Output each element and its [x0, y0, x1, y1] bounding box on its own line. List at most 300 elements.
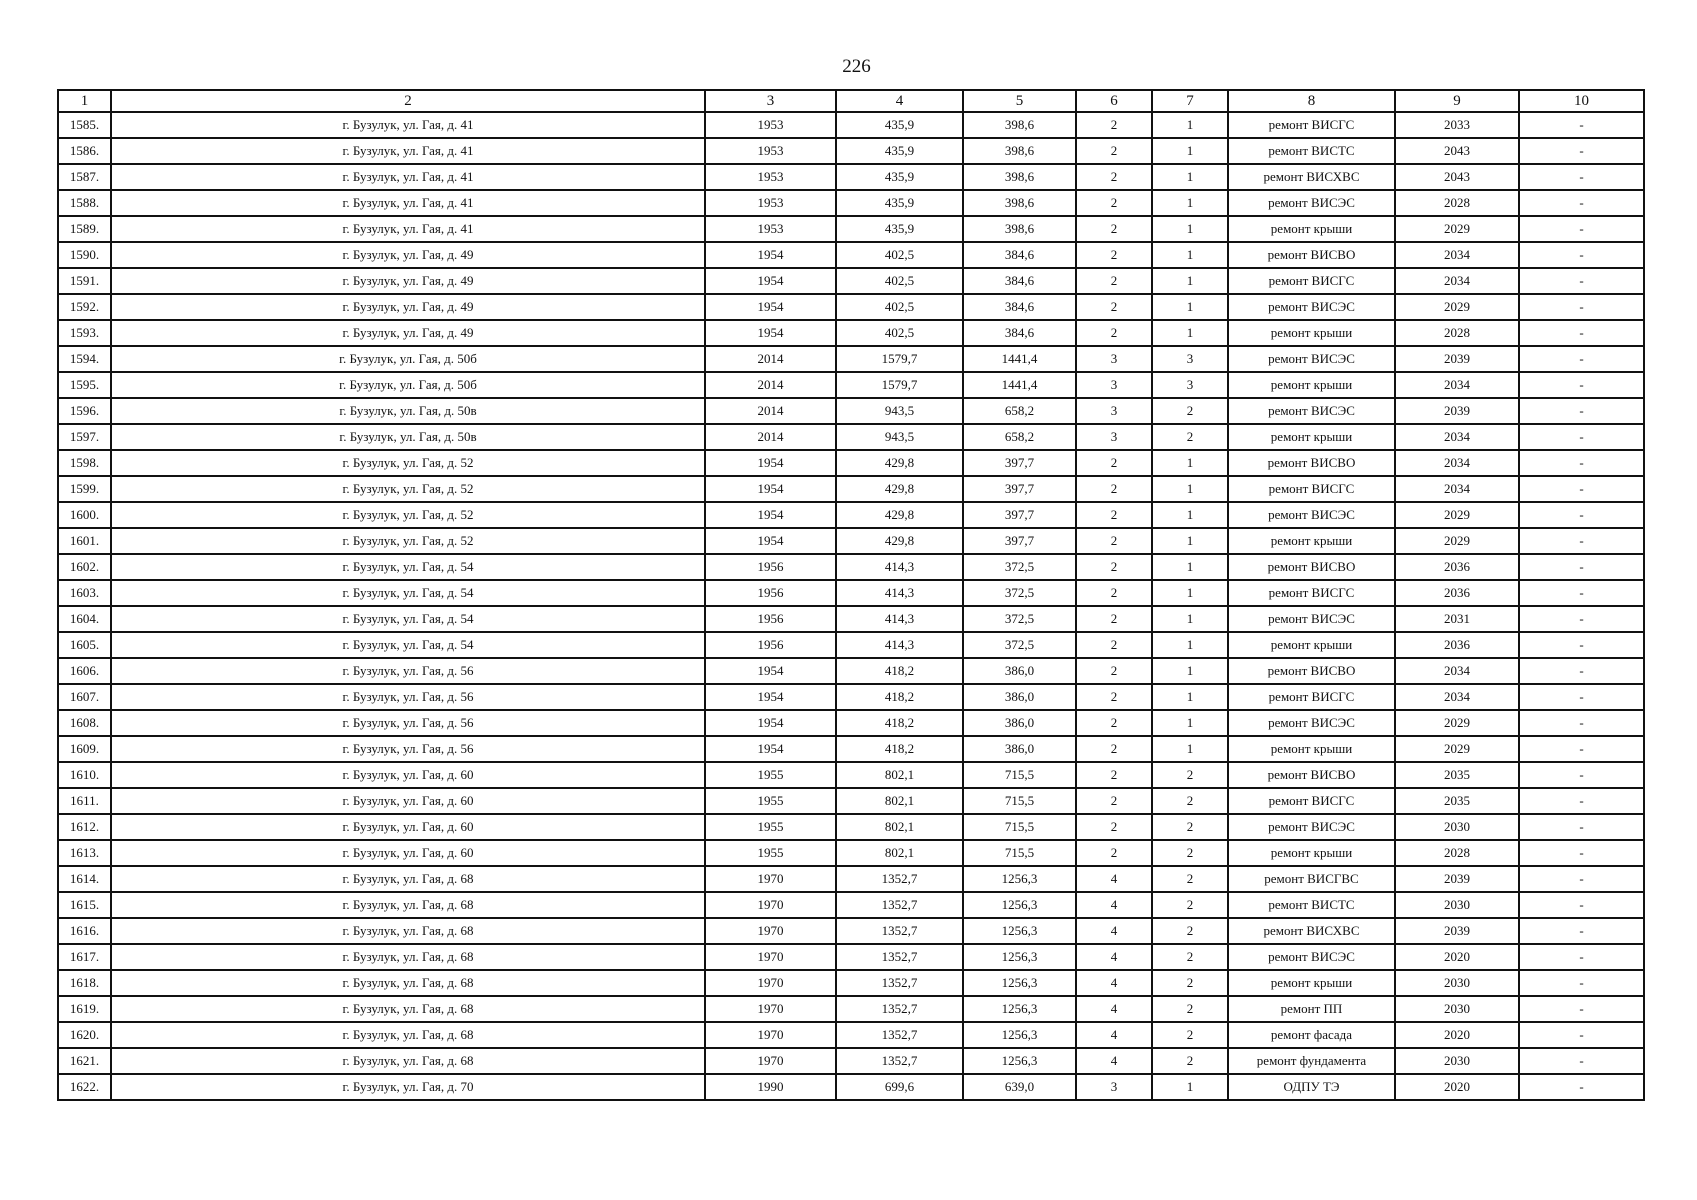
table-row: [58, 476, 1644, 502]
cell-entrances: 2: [1152, 944, 1228, 970]
cell-total-area: 414,3: [836, 632, 963, 658]
cell-address: г. Бузулук, ул. Гая, д. 41: [111, 138, 705, 164]
cell-entrances: 2: [1152, 892, 1228, 918]
column-header-cost: 10: [1519, 90, 1644, 112]
cell-work-type: ремонт ВИСЭС: [1228, 502, 1395, 528]
cell-planned-year: 2030: [1395, 970, 1519, 996]
cell-row-number: 1600.: [58, 502, 111, 528]
cell-total-area: 435,9: [836, 190, 963, 216]
cell-living-area: 384,6: [963, 268, 1076, 294]
cell-address: г. Бузулук, ул. Гая, д. 68: [111, 1048, 705, 1074]
cell-row-number: 1595.: [58, 372, 111, 398]
cell-cost: -: [1519, 1048, 1644, 1074]
cell-entrances: 1: [1152, 242, 1228, 268]
cell-cost: -: [1519, 294, 1644, 320]
cell-year-built: 1954: [705, 294, 836, 320]
cell-cost: -: [1519, 944, 1644, 970]
cell-year-built: 1955: [705, 840, 836, 866]
cell-cost: -: [1519, 138, 1644, 164]
cell-floors: 2: [1076, 294, 1152, 320]
repair-schedule-table: [57, 89, 1645, 1101]
cell-floors: 3: [1076, 398, 1152, 424]
cell-total-area: 418,2: [836, 684, 963, 710]
cell-address: г. Бузулук, ул. Гая, д. 68: [111, 944, 705, 970]
cell-entrances: 1: [1152, 294, 1228, 320]
cell-planned-year: 2020: [1395, 944, 1519, 970]
cell-row-number: 1586.: [58, 138, 111, 164]
cell-work-type: ремонт крыши: [1228, 736, 1395, 762]
cell-floors: 2: [1076, 502, 1152, 528]
cell-entrances: 1: [1152, 320, 1228, 346]
table-row: [58, 398, 1644, 424]
cell-address: г. Бузулук, ул. Гая, д. 49: [111, 268, 705, 294]
cell-address: г. Бузулук, ул. Гая, д. 68: [111, 866, 705, 892]
cell-floors: 3: [1076, 372, 1152, 398]
cell-entrances: 1: [1152, 554, 1228, 580]
cell-total-area: 1352,7: [836, 970, 963, 996]
cell-planned-year: 2043: [1395, 138, 1519, 164]
table-row: [58, 762, 1644, 788]
cell-address: г. Бузулук, ул. Гая, д. 54: [111, 632, 705, 658]
cell-planned-year: 2028: [1395, 190, 1519, 216]
cell-work-type: ремонт ВИСВО: [1228, 242, 1395, 268]
cell-total-area: 802,1: [836, 788, 963, 814]
cell-planned-year: 2030: [1395, 1048, 1519, 1074]
cell-total-area: 414,3: [836, 554, 963, 580]
cell-row-number: 1610.: [58, 762, 111, 788]
cell-entrances: 2: [1152, 970, 1228, 996]
cell-row-number: 1619.: [58, 996, 111, 1022]
cell-row-number: 1590.: [58, 242, 111, 268]
table-row: [58, 346, 1644, 372]
cell-total-area: 414,3: [836, 606, 963, 632]
cell-entrances: 1: [1152, 1074, 1228, 1100]
cell-year-built: 2014: [705, 346, 836, 372]
cell-row-number: 1621.: [58, 1048, 111, 1074]
cell-cost: -: [1519, 710, 1644, 736]
column-header-year-built: 3: [705, 90, 836, 112]
table-row: [58, 424, 1644, 450]
cell-floors: 2: [1076, 320, 1152, 346]
cell-living-area: 658,2: [963, 398, 1076, 424]
table-row: [58, 528, 1644, 554]
cell-total-area: 1579,7: [836, 372, 963, 398]
table-row: [58, 606, 1644, 632]
cell-address: г. Бузулук, ул. Гая, д. 50б: [111, 346, 705, 372]
cell-year-built: 1953: [705, 138, 836, 164]
cell-entrances: 1: [1152, 632, 1228, 658]
cell-total-area: 402,5: [836, 294, 963, 320]
table-row: [58, 138, 1644, 164]
cell-living-area: 397,7: [963, 528, 1076, 554]
cell-floors: 2: [1076, 138, 1152, 164]
cell-row-number: 1593.: [58, 320, 111, 346]
cell-cost: -: [1519, 814, 1644, 840]
cell-floors: 2: [1076, 788, 1152, 814]
table-row: [58, 684, 1644, 710]
cell-cost: -: [1519, 190, 1644, 216]
cell-cost: -: [1519, 658, 1644, 684]
cell-planned-year: 2034: [1395, 684, 1519, 710]
cell-work-type: ремонт ВИСЭС: [1228, 398, 1395, 424]
cell-address: г. Бузулук, ул. Гая, д. 52: [111, 476, 705, 502]
cell-row-number: 1616.: [58, 918, 111, 944]
cell-year-built: 1956: [705, 632, 836, 658]
cell-living-area: 384,6: [963, 320, 1076, 346]
cell-living-area: 372,5: [963, 554, 1076, 580]
cell-planned-year: 2034: [1395, 658, 1519, 684]
cell-address: г. Бузулук, ул. Гая, д. 68: [111, 918, 705, 944]
column-header-floors: 6: [1076, 90, 1152, 112]
cell-planned-year: 2034: [1395, 242, 1519, 268]
cell-cost: -: [1519, 242, 1644, 268]
cell-year-built: 1956: [705, 606, 836, 632]
cell-floors: 3: [1076, 424, 1152, 450]
cell-work-type: ремонт ВИСГС: [1228, 684, 1395, 710]
cell-living-area: 1256,3: [963, 1048, 1076, 1074]
cell-row-number: 1594.: [58, 346, 111, 372]
cell-living-area: 398,6: [963, 138, 1076, 164]
cell-year-built: 1990: [705, 1074, 836, 1100]
cell-living-area: 1256,3: [963, 918, 1076, 944]
cell-year-built: 1953: [705, 190, 836, 216]
cell-year-built: 1953: [705, 164, 836, 190]
cell-cost: -: [1519, 398, 1644, 424]
table-row: [58, 658, 1644, 684]
cell-row-number: 1597.: [58, 424, 111, 450]
cell-entrances: 2: [1152, 866, 1228, 892]
cell-year-built: 1954: [705, 684, 836, 710]
column-header-work-type: 8: [1228, 90, 1395, 112]
cell-planned-year: 2034: [1395, 372, 1519, 398]
cell-work-type: ремонт ВИСЭС: [1228, 346, 1395, 372]
cell-total-area: 414,3: [836, 580, 963, 606]
cell-entrances: 1: [1152, 580, 1228, 606]
cell-entrances: 1: [1152, 658, 1228, 684]
cell-floors: 4: [1076, 866, 1152, 892]
cell-cost: -: [1519, 684, 1644, 710]
cell-cost: -: [1519, 970, 1644, 996]
cell-entrances: 2: [1152, 1048, 1228, 1074]
cell-planned-year: 2033: [1395, 112, 1519, 138]
cell-total-area: 402,5: [836, 320, 963, 346]
cell-total-area: 435,9: [836, 164, 963, 190]
cell-address: г. Бузулук, ул. Гая, д. 50в: [111, 424, 705, 450]
cell-work-type: ремонт ВИСЭС: [1228, 294, 1395, 320]
cell-row-number: 1609.: [58, 736, 111, 762]
cell-address: г. Бузулук, ул. Гая, д. 68: [111, 996, 705, 1022]
cell-total-area: 1352,7: [836, 944, 963, 970]
cell-living-area: 386,0: [963, 710, 1076, 736]
cell-living-area: 1441,4: [963, 346, 1076, 372]
cell-total-area: 802,1: [836, 814, 963, 840]
cell-living-area: 386,0: [963, 736, 1076, 762]
cell-cost: -: [1519, 476, 1644, 502]
cell-work-type: ремонт ВИСВО: [1228, 554, 1395, 580]
table-row: [58, 736, 1644, 762]
cell-cost: -: [1519, 606, 1644, 632]
cell-year-built: 1954: [705, 450, 836, 476]
cell-entrances: 3: [1152, 346, 1228, 372]
cell-work-type: ремонт ВИСГС: [1228, 476, 1395, 502]
cell-planned-year: 2035: [1395, 762, 1519, 788]
cell-address: г. Бузулук, ул. Гая, д. 54: [111, 580, 705, 606]
table-row: [58, 450, 1644, 476]
cell-floors: 2: [1076, 710, 1152, 736]
cell-row-number: 1618.: [58, 970, 111, 996]
cell-total-area: 1352,7: [836, 996, 963, 1022]
cell-living-area: 384,6: [963, 242, 1076, 268]
cell-floors: 4: [1076, 944, 1152, 970]
cell-row-number: 1601.: [58, 528, 111, 554]
cell-living-area: 386,0: [963, 658, 1076, 684]
cell-living-area: 398,6: [963, 216, 1076, 242]
cell-cost: -: [1519, 216, 1644, 242]
cell-entrances: 2: [1152, 840, 1228, 866]
cell-floors: 2: [1076, 762, 1152, 788]
cell-living-area: 715,5: [963, 814, 1076, 840]
cell-floors: 4: [1076, 892, 1152, 918]
cell-row-number: 1605.: [58, 632, 111, 658]
cell-entrances: 1: [1152, 528, 1228, 554]
cell-entrances: 2: [1152, 814, 1228, 840]
cell-floors: 4: [1076, 1022, 1152, 1048]
cell-row-number: 1622.: [58, 1074, 111, 1100]
cell-floors: 2: [1076, 112, 1152, 138]
cell-year-built: 1970: [705, 1048, 836, 1074]
cell-living-area: 1256,3: [963, 866, 1076, 892]
cell-address: г. Бузулук, ул. Гая, д. 52: [111, 450, 705, 476]
cell-cost: -: [1519, 762, 1644, 788]
cell-work-type: ремонт крыши: [1228, 970, 1395, 996]
cell-row-number: 1587.: [58, 164, 111, 190]
cell-entrances: 1: [1152, 164, 1228, 190]
cell-floors: 2: [1076, 164, 1152, 190]
cell-row-number: 1598.: [58, 450, 111, 476]
cell-total-area: 1352,7: [836, 918, 963, 944]
cell-planned-year: 2034: [1395, 424, 1519, 450]
cell-row-number: 1589.: [58, 216, 111, 242]
cell-year-built: 1970: [705, 970, 836, 996]
cell-living-area: 1441,4: [963, 372, 1076, 398]
cell-floors: 2: [1076, 580, 1152, 606]
cell-address: г. Бузулук, ул. Гая, д. 68: [111, 970, 705, 996]
cell-year-built: 1956: [705, 554, 836, 580]
cell-total-area: 402,5: [836, 242, 963, 268]
cell-year-built: 1970: [705, 996, 836, 1022]
cell-work-type: ремонт крыши: [1228, 372, 1395, 398]
cell-entrances: 1: [1152, 450, 1228, 476]
cell-planned-year: 2039: [1395, 398, 1519, 424]
cell-planned-year: 2020: [1395, 1074, 1519, 1100]
cell-work-type: ремонт ПП: [1228, 996, 1395, 1022]
table-row: [58, 892, 1644, 918]
cell-living-area: 715,5: [963, 788, 1076, 814]
cell-row-number: 1585.: [58, 112, 111, 138]
cell-entrances: 1: [1152, 138, 1228, 164]
cell-floors: 2: [1076, 736, 1152, 762]
cell-planned-year: 2029: [1395, 216, 1519, 242]
cell-year-built: 2014: [705, 424, 836, 450]
cell-work-type: ремонт ВИСВО: [1228, 450, 1395, 476]
cell-total-area: 429,8: [836, 502, 963, 528]
cell-entrances: 1: [1152, 112, 1228, 138]
cell-address: г. Бузулук, ул. Гая, д. 60: [111, 840, 705, 866]
cell-row-number: 1592.: [58, 294, 111, 320]
cell-planned-year: 2036: [1395, 554, 1519, 580]
cell-year-built: 1953: [705, 216, 836, 242]
cell-planned-year: 2035: [1395, 788, 1519, 814]
cell-living-area: 398,6: [963, 112, 1076, 138]
cell-living-area: 372,5: [963, 606, 1076, 632]
cell-row-number: 1603.: [58, 580, 111, 606]
cell-year-built: 1954: [705, 476, 836, 502]
cell-planned-year: 2043: [1395, 164, 1519, 190]
cell-living-area: 372,5: [963, 632, 1076, 658]
cell-total-area: 429,8: [836, 528, 963, 554]
cell-living-area: 386,0: [963, 684, 1076, 710]
cell-row-number: 1606.: [58, 658, 111, 684]
cell-planned-year: 2020: [1395, 1022, 1519, 1048]
cell-planned-year: 2030: [1395, 892, 1519, 918]
cell-planned-year: 2034: [1395, 268, 1519, 294]
cell-living-area: 1256,3: [963, 944, 1076, 970]
table-row: [58, 320, 1644, 346]
cell-work-type: ремонт ВИСВО: [1228, 762, 1395, 788]
column-header-entrances: 7: [1152, 90, 1228, 112]
cell-work-type: ремонт фасада: [1228, 1022, 1395, 1048]
cell-row-number: 1614.: [58, 866, 111, 892]
cell-planned-year: 2028: [1395, 320, 1519, 346]
cell-cost: -: [1519, 840, 1644, 866]
cell-cost: -: [1519, 554, 1644, 580]
cell-work-type: ремонт крыши: [1228, 632, 1395, 658]
cell-address: г. Бузулук, ул. Гая, д. 56: [111, 684, 705, 710]
cell-work-type: ремонт крыши: [1228, 840, 1395, 866]
cell-total-area: 402,5: [836, 268, 963, 294]
cell-address: г. Бузулук, ул. Гая, д. 52: [111, 502, 705, 528]
cell-planned-year: 2039: [1395, 918, 1519, 944]
cell-cost: -: [1519, 632, 1644, 658]
table-row: [58, 788, 1644, 814]
cell-year-built: 1955: [705, 762, 836, 788]
cell-planned-year: 2028: [1395, 840, 1519, 866]
cell-floors: 2: [1076, 814, 1152, 840]
cell-year-built: 1954: [705, 528, 836, 554]
cell-work-type: ремонт фундамента: [1228, 1048, 1395, 1074]
cell-entrances: 1: [1152, 476, 1228, 502]
cell-total-area: 1579,7: [836, 346, 963, 372]
cell-entrances: 1: [1152, 502, 1228, 528]
cell-cost: -: [1519, 788, 1644, 814]
cell-address: г. Бузулук, ул. Гая, д. 68: [111, 1022, 705, 1048]
table-body: [58, 112, 1644, 1100]
cell-year-built: 1954: [705, 268, 836, 294]
cell-entrances: 1: [1152, 190, 1228, 216]
cell-total-area: 1352,7: [836, 1048, 963, 1074]
cell-total-area: 802,1: [836, 840, 963, 866]
table-row: [58, 1074, 1644, 1100]
cell-floors: 2: [1076, 268, 1152, 294]
cell-row-number: 1613.: [58, 840, 111, 866]
cell-address: г. Бузулук, ул. Гая, д. 54: [111, 606, 705, 632]
cell-total-area: 943,5: [836, 398, 963, 424]
cell-floors: 2: [1076, 840, 1152, 866]
table-row: [58, 970, 1644, 996]
cell-entrances: 2: [1152, 762, 1228, 788]
table-row: [58, 164, 1644, 190]
cell-entrances: 2: [1152, 788, 1228, 814]
cell-cost: -: [1519, 424, 1644, 450]
cell-floors: 2: [1076, 658, 1152, 684]
cell-address: г. Бузулук, ул. Гая, д. 49: [111, 242, 705, 268]
cell-row-number: 1608.: [58, 710, 111, 736]
cell-total-area: 435,9: [836, 112, 963, 138]
cell-total-area: 435,9: [836, 216, 963, 242]
cell-total-area: 418,2: [836, 736, 963, 762]
cell-floors: 4: [1076, 918, 1152, 944]
cell-living-area: 658,2: [963, 424, 1076, 450]
cell-floors: 4: [1076, 970, 1152, 996]
cell-floors: 2: [1076, 606, 1152, 632]
cell-floors: 2: [1076, 190, 1152, 216]
cell-entrances: 1: [1152, 268, 1228, 294]
cell-work-type: ремонт ВИСЭС: [1228, 606, 1395, 632]
cell-work-type: ремонт ВИСЭС: [1228, 710, 1395, 736]
cell-year-built: 1954: [705, 502, 836, 528]
cell-work-type: ремонт ВИСГС: [1228, 788, 1395, 814]
cell-row-number: 1612.: [58, 814, 111, 840]
table-row: [58, 996, 1644, 1022]
cell-year-built: 1955: [705, 814, 836, 840]
cell-living-area: 398,6: [963, 190, 1076, 216]
cell-work-type: ремонт крыши: [1228, 528, 1395, 554]
table-row: [58, 268, 1644, 294]
cell-total-area: 802,1: [836, 762, 963, 788]
table-row: [58, 840, 1644, 866]
cell-cost: -: [1519, 528, 1644, 554]
table-row: [58, 814, 1644, 840]
cell-living-area: 1256,3: [963, 892, 1076, 918]
cell-year-built: 1954: [705, 736, 836, 762]
cell-address: г. Бузулук, ул. Гая, д. 41: [111, 216, 705, 242]
cell-row-number: 1604.: [58, 606, 111, 632]
cell-address: г. Бузулук, ул. Гая, д. 41: [111, 164, 705, 190]
table-row: [58, 554, 1644, 580]
cell-row-number: 1620.: [58, 1022, 111, 1048]
cell-planned-year: 2029: [1395, 294, 1519, 320]
cell-address: г. Бузулук, ул. Гая, д. 56: [111, 710, 705, 736]
cell-planned-year: 2036: [1395, 632, 1519, 658]
cell-row-number: 1617.: [58, 944, 111, 970]
cell-floors: 2: [1076, 528, 1152, 554]
cell-total-area: 418,2: [836, 710, 963, 736]
cell-work-type: ремонт ВИСТС: [1228, 892, 1395, 918]
cell-row-number: 1599.: [58, 476, 111, 502]
cell-planned-year: 2039: [1395, 346, 1519, 372]
cell-work-type: ремонт ВИСГС: [1228, 112, 1395, 138]
cell-total-area: 1352,7: [836, 1022, 963, 1048]
header-row: [58, 90, 1644, 112]
cell-floors: 3: [1076, 1074, 1152, 1100]
cell-entrances: 1: [1152, 710, 1228, 736]
cell-planned-year: 2031: [1395, 606, 1519, 632]
cell-entrances: 2: [1152, 424, 1228, 450]
cell-year-built: 1953: [705, 112, 836, 138]
cell-floors: 4: [1076, 1048, 1152, 1074]
cell-year-built: 1970: [705, 866, 836, 892]
cell-row-number: 1602.: [58, 554, 111, 580]
